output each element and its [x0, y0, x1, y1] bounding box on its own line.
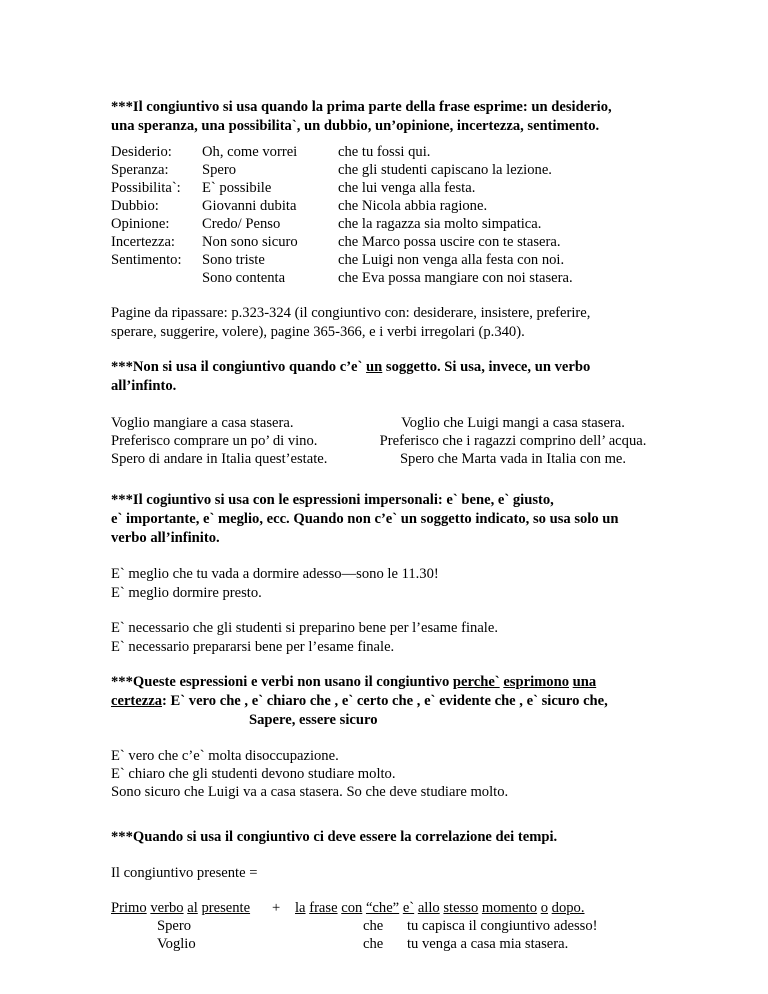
formula-left: Primo verbo al presente [111, 900, 251, 916]
underlined-un: un [366, 359, 383, 375]
example-sentence: Preferisco comprare un po’ di vino. [111, 433, 318, 449]
formula-plus: + [272, 900, 281, 916]
clause-start: Sono triste [202, 252, 265, 268]
impersonal-example: E` necessario che gli studenti si preparino bene per l’esame finale. [111, 620, 498, 636]
clause-start: Giovanni dubita [202, 198, 297, 214]
clause-end: che la ragazza sia molto simpatica. [338, 216, 542, 232]
example-sentence: Voglio che Luigi mangi a casa stasera. [401, 415, 625, 431]
clause-end: che tu fossi qui. [338, 144, 431, 160]
section2-heading-line2: all’infinto. [111, 378, 177, 394]
impersonal-example: E` necessario prepararsi bene per l’esame finale. [111, 639, 395, 655]
underlined-word: perche` [452, 674, 500, 690]
correlation-verb: Voglio [157, 936, 196, 952]
underlined-word: certezza [111, 693, 163, 709]
impersonal-example: E` meglio dormire presto. [111, 585, 262, 601]
end-column [338, 143, 573, 287]
pages-line1: Pagine da ripassare: p.323-324 (il congiuntivo con: desiderare, insistere, preferire, [111, 305, 591, 321]
section3-heading-line3: verbo all’infinito. [111, 530, 220, 546]
correlation-che: che [363, 918, 384, 934]
label: Sentimento: [111, 252, 182, 268]
clause-end: che Marco possa uscire con te stasera. [338, 234, 561, 250]
clause-end: che Eva possa mangiare con noi stasera. [338, 270, 573, 286]
clause-end: che Nicola abbia ragione. [338, 198, 488, 214]
correlation-clause: tu capisca il congiuntivo adesso! [407, 918, 598, 934]
example-sentence: Spero che Marta vada in Italia con me. [399, 451, 627, 467]
correlation-clause: tu venga a casa mia stasera. [407, 936, 569, 952]
example-sentence: E` chiaro che gli studenti devono studiare molto. [111, 766, 396, 782]
label: Possibilita`: [111, 180, 181, 196]
correlation-verb: Spero [157, 918, 192, 934]
label: Incertezza: [111, 234, 175, 250]
clause-start: Credo/ Penso [202, 216, 281, 232]
infinitive-examples [111, 414, 327, 468]
example-sentence: Voglio mangiare a casa stasera. [111, 415, 294, 431]
start-column [202, 143, 298, 287]
clause-end: che lui venga alla festa. [338, 180, 476, 196]
subjunctive-examples [368, 414, 658, 468]
example-sentence: Spero di andare in Italia quest’estate. [111, 451, 328, 467]
section4-heading-line2: certezza: E` vero che , e` chiaro che , e` certo che , e` evidente che , e` sicuro che, [111, 693, 608, 709]
section4-heading-line1: ***Queste espressioni e verbi non usano il congiuntivo perche` esprimono una [111, 674, 597, 690]
section3-heading-line1: ***Il cogiuntivo si usa con le espressioni impersonali: e` bene, e` giusto, [111, 492, 554, 508]
section5-heading: ***Quando si usa il congiuntivo ci deve essere la correlazione dei tempi. [111, 829, 558, 845]
presente-label: Il congiuntivo presente = [111, 865, 258, 881]
clause-start: Spero [202, 162, 237, 178]
section2-heading-line1: ***Non si usa il congiuntivo quando c’e` un soggetto. Si usa, invece, un verbo [111, 359, 591, 375]
clause-end: che Luigi non venga alla festa con noi. [338, 252, 565, 268]
section4-heading-line3: Sapere, essere sicuro [249, 712, 378, 728]
label: Speranza: [111, 162, 169, 178]
label: Opinione: [111, 216, 170, 232]
label: Desiderio: [111, 144, 172, 160]
clause-start: Sono contenta [202, 270, 286, 286]
label-column [111, 143, 182, 269]
label: Dubbio: [111, 198, 159, 214]
clause-end: che gli studenti capiscano la lezione. [338, 162, 552, 178]
section1-heading-line1: ***Il congiuntivo si usa quando la prima parte della frase esprime: un desiderio, [111, 99, 612, 115]
correlation-che: che [363, 936, 384, 952]
pages-line2: sperare, suggerire, volere), pagine 365-366, e i verbi irregolari (p.340). [111, 324, 525, 340]
clause-start: Oh, come vorrei [202, 144, 298, 160]
example-sentence: E` vero che c’e` molta disoccupazione. [111, 748, 339, 764]
example-sentence: Preferisco che i ragazzi comprino dell’ acqua. [379, 433, 647, 449]
clause-start: E` possibile [202, 180, 272, 196]
formula-right: la frase con “che” e` allo stesso momento o dopo. [295, 900, 585, 916]
example-sentence: Sono sicuro che Luigi va a casa stasera. So che deve studiare molto. [111, 784, 509, 800]
section1-heading-line2: una speranza, una possibilita`, un dubbio, un’opinione, incertezza, sentimento. [111, 118, 600, 134]
clause-start: Non sono sicuro [202, 234, 298, 250]
impersonal-example: E` meglio che tu vada a dormire adesso—sono le 11.30! [111, 566, 439, 582]
underlined-word: esprimono [503, 674, 569, 690]
section3-heading-line2: e` importante, e` meglio, ecc. Quando non c’e` un soggetto indicato, so usa solo un [111, 511, 619, 527]
certainty-examples [111, 747, 508, 801]
underlined-word: una [572, 674, 597, 690]
